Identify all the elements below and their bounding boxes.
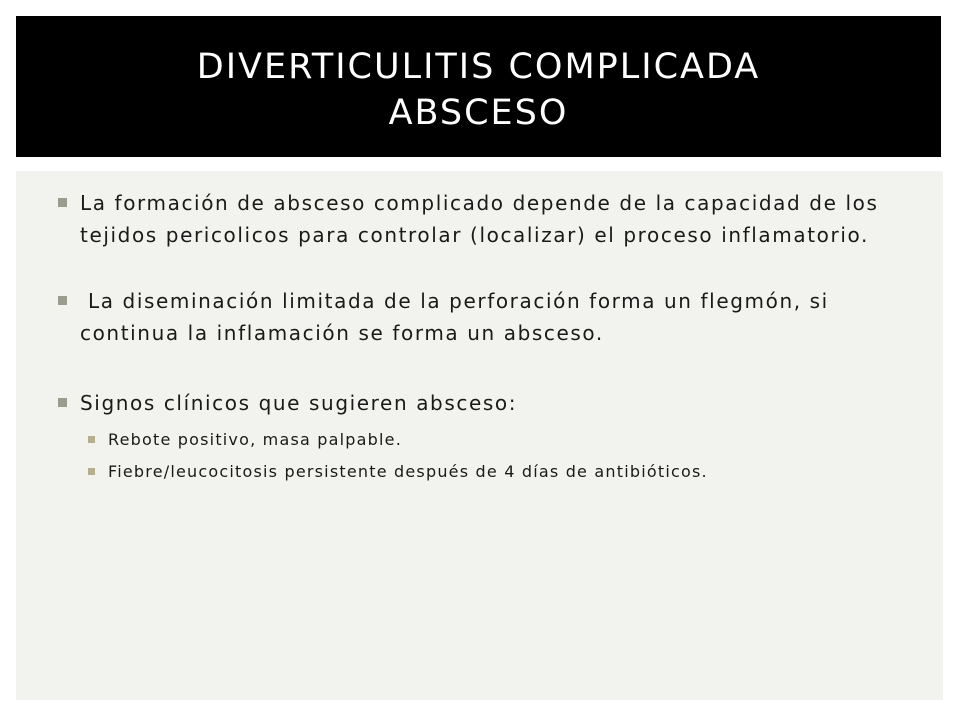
sub-bullet-text: Fiebre/leucocitosis persistente después de 4 días de antibióticos. xyxy=(108,462,708,481)
bullet-item xyxy=(58,285,918,349)
bullet-item xyxy=(58,387,918,419)
square-bullet-icon xyxy=(58,198,67,207)
bullet-text: La diseminación limitada de la perforación forma un flegmón, si continua la inflamación se forma un absceso. xyxy=(80,289,837,345)
sub-bullet-text: Rebote positivo, masa palpable. xyxy=(108,430,402,449)
square-bullet-icon xyxy=(58,296,67,305)
bullet-list xyxy=(58,187,918,487)
bullet-item xyxy=(58,187,918,251)
bullet-text: Signos clínicos que sugieren absceso: xyxy=(80,391,518,415)
sub-bullet-item xyxy=(88,425,918,455)
square-bullet-icon xyxy=(58,398,67,407)
square-sub-bullet-icon xyxy=(88,436,95,443)
square-sub-bullet-icon xyxy=(88,468,95,475)
slide-title-line-1: DIVERTICULITIS COMPLICADA xyxy=(196,46,761,87)
bullet-text: La formación de absceso complicado depende de la capacidad de los tejidos pericolicos para controlar (localizar) el proceso inflamatorio. xyxy=(80,191,879,247)
slide-title-line-2: ABSCESO xyxy=(388,92,569,133)
sub-bullet-item xyxy=(88,457,918,487)
title-bar xyxy=(16,16,941,157)
